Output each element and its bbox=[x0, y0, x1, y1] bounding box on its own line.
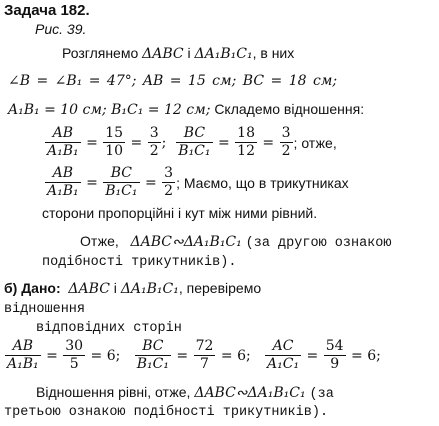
denominator: 9 bbox=[330, 356, 340, 372]
and-word: і bbox=[187, 45, 191, 61]
conclusion-a bbox=[80, 233, 391, 252]
equal-ratios-text: Відношення рівні, отже, bbox=[36, 384, 191, 400]
therefore-text: ; отже, bbox=[293, 134, 337, 151]
denominator: A₁B₁ bbox=[47, 143, 79, 159]
similarity-statement-b: ΔABC∾ΔA₁B₁C₁ bbox=[194, 385, 306, 401]
numerator: BC bbox=[176, 125, 212, 143]
fraction-3-2b bbox=[280, 125, 293, 160]
ratio-row-b: $\frac{AB}{\text{A₁B₁}}$ = $\frac{30}{5}$ = 6; $\frac{BC}{\text{B₁C₁}}$ = $\frac{72}{7}$ = 6; $\frac{AC}{\text{A₁C₁}}$ = $\frac{54}{9}$ = 6; bbox=[7, 338, 381, 372]
fraction-ac-b bbox=[265, 338, 301, 373]
triangle-a1b1c1: ΔA₁B₁C₁ bbox=[194, 46, 253, 62]
denominator: 10 bbox=[105, 143, 124, 159]
denominator: 2 bbox=[149, 143, 159, 159]
ratio-row-2: $\frac{AB}{\text{A₁B₁}}$ = $\frac{BC}{\text{B₁C₁}}$ = $\frac{3}{2}$ ; Маємо, що в трикутниках bbox=[47, 165, 349, 199]
triangle-a1b1c1-b: ΔA₁B₁C₁ bbox=[120, 281, 179, 297]
fraction-54-9 bbox=[324, 338, 346, 373]
denominator: A₁B₁ bbox=[47, 183, 79, 199]
denominator: 5 bbox=[69, 356, 79, 372]
criterion-ref-b: (за bbox=[309, 387, 334, 402]
result-3: 6; bbox=[367, 347, 381, 364]
given-sides-2 bbox=[8, 101, 364, 119]
denominator: 2 bbox=[164, 183, 174, 199]
denominator: B₁C₁ bbox=[178, 143, 211, 159]
fraction-ab bbox=[45, 125, 81, 160]
numerator: 3 bbox=[149, 125, 159, 141]
numerator: 3 bbox=[164, 165, 174, 181]
fraction-18-12 bbox=[235, 125, 257, 160]
intro-post: , в них bbox=[252, 45, 295, 61]
conclusion-b bbox=[36, 384, 334, 403]
make-ratio-text: Складемо відношення: bbox=[214, 101, 365, 117]
numerator: BC bbox=[135, 338, 171, 356]
denominator: B₁C₁ bbox=[105, 183, 138, 199]
fraction-3-2c bbox=[162, 165, 175, 200]
denominator: B₁C₁ bbox=[136, 356, 169, 372]
and-word-b: і bbox=[113, 280, 117, 296]
similarity-statement: ΔABC∾ΔA₁B₁C₁ bbox=[130, 234, 242, 250]
proportional-sides-text: сторони пропорційні і кут між ними рівний. bbox=[42, 205, 318, 221]
numerator: 72 bbox=[195, 338, 214, 354]
denominator: A₁C₁ bbox=[267, 356, 300, 372]
fraction-bc-2 bbox=[103, 165, 139, 200]
denominator: 2 bbox=[281, 143, 291, 159]
given-sides-math: A₁B₁ = 10 см; B₁C₁ = 12 см; bbox=[8, 102, 211, 118]
fraction-15-10 bbox=[103, 125, 125, 160]
given-label: б) Дано: bbox=[4, 280, 61, 296]
check-text: , перевіремо bbox=[178, 280, 262, 296]
numerator: 15 bbox=[105, 125, 124, 141]
part-b-given bbox=[4, 280, 261, 298]
denominator: 12 bbox=[237, 143, 255, 159]
line-intro bbox=[62, 45, 294, 63]
therefore-word: Отже, bbox=[80, 233, 119, 249]
triangle-abc: ΔABC bbox=[142, 46, 184, 62]
criterion-ref: (за другою ознакою bbox=[245, 236, 392, 251]
ratio-row-1: $\frac{AB}{\text{A₁B₁}}$ = $\frac{15}{10}$ = $\frac{3}{2}$ ; $\frac{BC}{\text{B₁C₁}}$ = $\frac{18}{12}$ = $\frac{3}{2}$ ; отже, bbox=[47, 125, 337, 159]
given-angles-sides: ∠B = ∠B₁ = 47°; AB = 15 см; BC = 18 см; bbox=[8, 73, 338, 89]
fraction-bc bbox=[176, 125, 212, 160]
intro-text: Розглянемо bbox=[62, 45, 139, 61]
numerator: AB bbox=[45, 165, 81, 183]
fraction-bc-b bbox=[135, 338, 171, 373]
fraction-3-2 bbox=[148, 125, 161, 160]
fraction-30-5 bbox=[63, 338, 85, 373]
denominator: A₁B₁ bbox=[7, 356, 39, 372]
corresponding-sides: відповідних сторін bbox=[36, 321, 182, 336]
triangle-abc-b: ΔABC bbox=[68, 281, 110, 297]
problem-title: Задача 182. bbox=[4, 2, 90, 19]
figure-reference: Рис. 39. bbox=[35, 21, 87, 37]
numerator: BC bbox=[103, 165, 139, 183]
denominator: 7 bbox=[200, 356, 209, 372]
fraction-72-7 bbox=[194, 338, 216, 373]
numerator: AB bbox=[45, 125, 81, 143]
numerator: 3 bbox=[281, 125, 291, 141]
numerator: 18 bbox=[237, 125, 255, 141]
fraction-ab-2 bbox=[45, 165, 81, 200]
numerator: AB bbox=[5, 338, 41, 356]
fraction-ab-b bbox=[5, 338, 41, 373]
numerator: AC bbox=[265, 338, 301, 356]
numerator: 30 bbox=[65, 338, 84, 354]
ratio-word: відношення bbox=[4, 302, 86, 317]
criterion-ref-b-cont: третьою ознакою подібності трикутників). bbox=[4, 405, 329, 420]
result-1: 6; bbox=[106, 347, 121, 364]
criterion-ref-cont: подібності трикутників). bbox=[42, 255, 237, 270]
result-2: 6; bbox=[237, 347, 251, 364]
numerator: 54 bbox=[325, 338, 344, 354]
we-have-text: ; Маємо, що в трикутниках bbox=[176, 174, 349, 191]
